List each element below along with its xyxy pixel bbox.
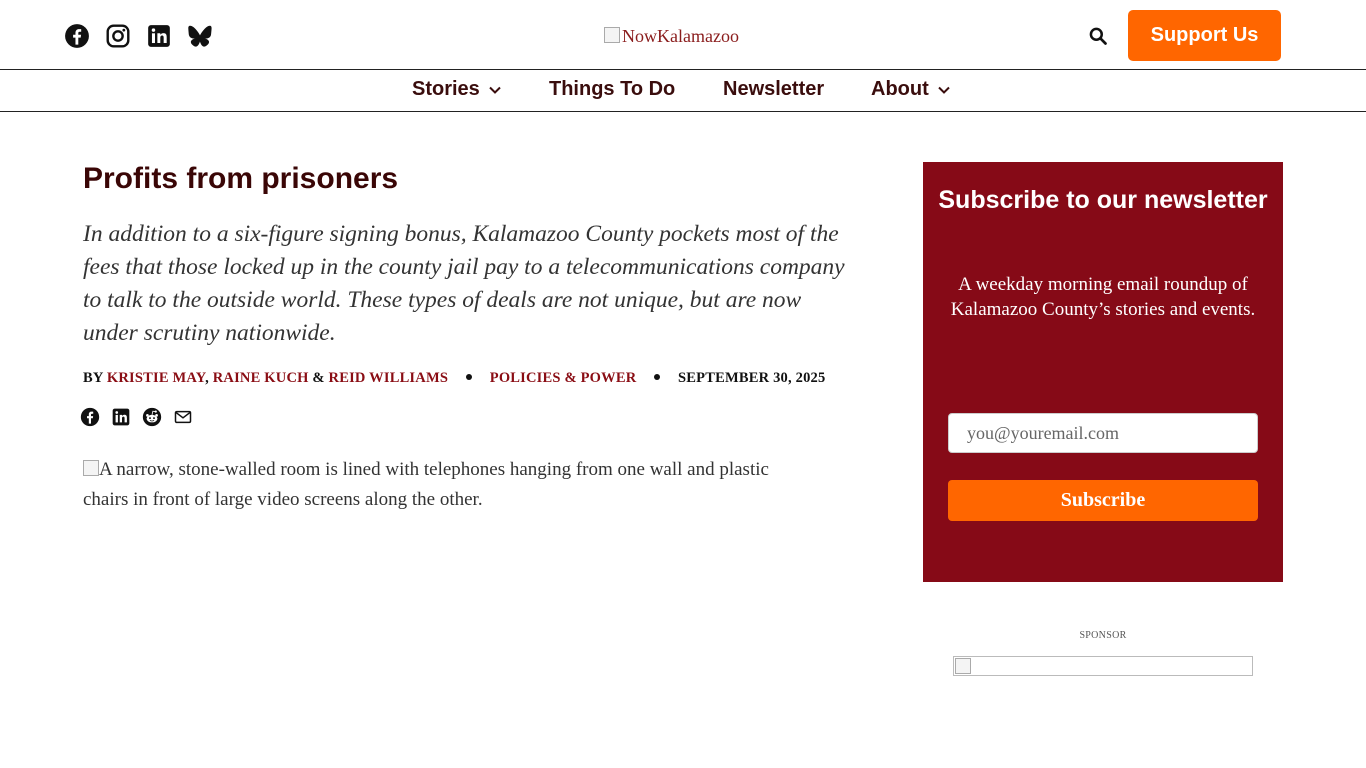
broken-image-icon	[955, 658, 971, 674]
nav-item-label: About	[871, 78, 929, 100]
subscribe-button[interactable]: Subscribe	[948, 480, 1258, 521]
meta-separator	[654, 374, 660, 380]
nav-item-newsletter[interactable]	[723, 78, 824, 101]
category-link[interactable]: POLICIES & POWER	[489, 370, 637, 386]
linkedin-icon[interactable]	[146, 23, 172, 49]
linkedin-icon[interactable]	[111, 407, 131, 427]
nav-item-stories[interactable]	[412, 78, 502, 101]
main-nav	[0, 70, 1366, 112]
nav-item-label: Stories	[412, 78, 480, 100]
sponsor-image[interactable]	[953, 656, 1253, 676]
search-icon[interactable]	[1088, 26, 1108, 46]
article-title: Profits from prisoners	[83, 162, 399, 195]
sponsor-label: SPONSOR	[1079, 630, 1127, 641]
support-us-button[interactable]: Support Us	[1128, 10, 1281, 61]
article-dek: In addition to a six-figure signing bonus, Kalamazoo County pockets most of the fees that those locked up in the county jail pay to a telecommunications company to talk to the outside world. These types of deals are not unique, but are now under scrutiny nationwide.	[83, 221, 845, 346]
meta-separator	[466, 374, 472, 380]
site-logo[interactable]	[604, 26, 739, 47]
broken-image-icon	[604, 27, 620, 43]
byline-ampersand: &	[312, 370, 325, 386]
broken-image-icon	[83, 460, 99, 476]
share-links	[80, 407, 193, 427]
signup-description: A weekday morning email roundup of Kalamazoo County’s stories and events.	[950, 274, 1256, 320]
signup-title: Subscribe to our newsletter	[938, 186, 1268, 214]
email-icon[interactable]	[173, 407, 193, 427]
nav-item-label: Newsletter	[723, 78, 825, 100]
author-link[interactable]: KRISTIE MAY	[106, 370, 206, 386]
byline-prefix: BY	[83, 370, 104, 386]
chevron-down-icon	[488, 83, 502, 97]
social-links	[64, 23, 213, 49]
newsletter-signup	[923, 162, 1283, 582]
nav-item-label: Things To Do	[549, 78, 676, 100]
chevron-down-icon	[937, 83, 951, 97]
reddit-icon[interactable]	[142, 407, 162, 427]
hero-image	[83, 455, 813, 515]
nav-item-about[interactable]	[871, 78, 951, 101]
nav-item-things-to-do[interactable]	[549, 78, 675, 101]
facebook-icon[interactable]	[80, 407, 100, 427]
author-link[interactable]: RAINE KUCH	[212, 370, 309, 386]
email-field[interactable]	[948, 413, 1258, 453]
instagram-icon[interactable]	[105, 23, 131, 49]
logo-alt-text: NowKalamazoo	[622, 26, 739, 46]
article-meta	[83, 370, 825, 387]
bluesky-icon[interactable]	[187, 23, 213, 49]
publish-date: SEPTEMBER 30, 2025	[678, 370, 826, 386]
facebook-icon[interactable]	[64, 23, 90, 49]
site-header	[0, 0, 1366, 70]
hero-image-alt-text: A narrow, stone-walled room is lined with telephones hanging from one wall and plastic chairs in front of large video screens along the other.	[83, 459, 769, 510]
byline-comma: ,	[205, 370, 209, 386]
author-link[interactable]: REID WILLIAMS	[328, 370, 449, 386]
